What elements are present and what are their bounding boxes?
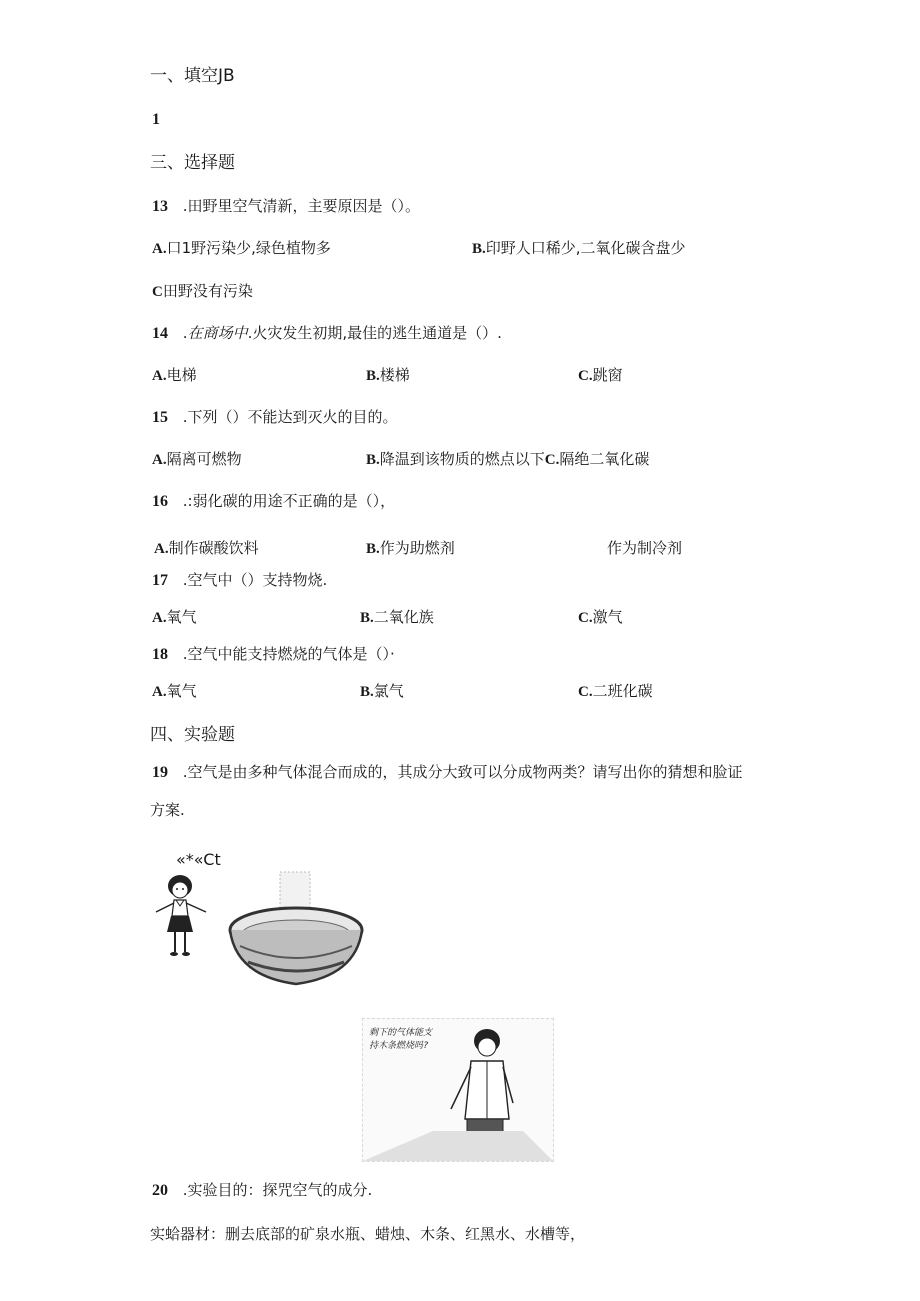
option-text: 氧气	[166, 608, 197, 626]
question-14	[152, 323, 502, 344]
q14-option-b	[366, 365, 410, 386]
q18-option-c	[578, 681, 653, 702]
section-experiment: 四、实验题	[150, 725, 235, 745]
option-text: 二氧化族	[373, 608, 434, 626]
question-number: 19	[152, 764, 168, 781]
option-text: 制作碳酸饮料	[168, 539, 259, 557]
option-text: 氯气	[373, 682, 404, 700]
option-letter: A.	[152, 368, 167, 384]
question-number: 14	[152, 325, 168, 342]
girl-illustration	[150, 872, 212, 964]
option-letter: C.	[578, 368, 593, 384]
q15-option-a	[152, 449, 242, 470]
option-text: 作为制冷剂	[607, 539, 683, 557]
q13-option-c	[152, 281, 253, 302]
question-number: 18	[152, 646, 168, 663]
option-letter: B.	[360, 684, 374, 700]
question-number: 13	[152, 198, 168, 215]
question-text: .:弱化碳的用途不正确的是（），	[182, 492, 396, 510]
q14-option-c	[578, 365, 623, 386]
option-text: 楼梯	[379, 366, 410, 384]
question-text: .空气中（）支持物烧.	[182, 571, 328, 589]
q13-option-b	[472, 238, 686, 259]
question-text-italic: 在商场中	[187, 324, 248, 342]
question-19-continued: 方案.	[150, 801, 185, 819]
option-letter: C.	[578, 610, 593, 626]
question-number: 20	[152, 1182, 168, 1199]
q18-option-a	[152, 681, 197, 702]
question-text: .田野里空气清新，主要原因是（）。	[182, 197, 421, 215]
question-17	[152, 570, 327, 591]
option-text: 二班化碳	[592, 682, 653, 700]
option-text: 田野没有污染	[162, 282, 253, 300]
option-letter: B.	[366, 368, 380, 384]
option-text: 印野人口稀少,二氧化碳含盘少	[485, 239, 686, 257]
q18-option-b	[360, 681, 404, 702]
option-letter: C.	[544, 452, 560, 468]
option-letter: B.	[366, 452, 380, 468]
option-text: 作为助燃剂	[379, 539, 455, 557]
option-letter: A.	[152, 610, 167, 626]
figure-caption: «*«Ct	[176, 850, 221, 869]
question-text-pre: .	[182, 324, 188, 342]
boy-figure-icon	[363, 1019, 553, 1161]
option-text: 跳窗	[592, 366, 623, 384]
option-text: 电梯	[166, 366, 197, 384]
question-16	[152, 491, 395, 512]
question-number: 15	[152, 409, 168, 426]
q17-option-b	[360, 607, 434, 628]
option-letter: B.	[366, 541, 380, 557]
question-text: .空气是由多种气体混合而成的，其成分大致可以分成物两类？请写出你的猜想和脸证	[182, 763, 743, 781]
option-text: 激气	[592, 608, 623, 626]
option-text: 隔离可燃物	[166, 450, 242, 468]
question-20	[152, 1180, 372, 1201]
question-text: .空气中能支持燃烧的气体是（）·	[182, 645, 395, 663]
q17-option-c	[578, 607, 623, 628]
option-letter: A.	[152, 684, 167, 700]
option-text: 氧气	[166, 682, 197, 700]
question-text: .下列（）不能达到灭火的目的。	[182, 408, 398, 426]
option-letter: C	[152, 284, 163, 300]
q16-option-b	[366, 538, 455, 559]
section-fill-blank: 一、填空JB	[150, 66, 235, 86]
question-19	[152, 762, 743, 783]
question-18	[152, 644, 395, 665]
section-choice: 三、选择题	[150, 153, 235, 173]
question-text: .实验目的：探咒空气的成分.	[182, 1181, 373, 1199]
q16-option-a	[154, 538, 259, 559]
option-text: 降温到该物质的燃点以下	[379, 450, 545, 468]
question-13	[152, 196, 420, 217]
option-text: 口1野污染少,绿色植物多	[166, 239, 331, 257]
option-letter: A.	[152, 452, 167, 468]
question-number: 16	[152, 493, 168, 510]
stray-number: 1	[152, 111, 160, 128]
option-text: 隔绝二氧化碳	[559, 450, 650, 468]
water-basin-illustration	[226, 866, 366, 994]
question-15	[152, 407, 398, 428]
q15-option-b-c	[366, 449, 649, 470]
option-letter: B.	[472, 241, 486, 257]
speech-bubble-line: 剩下的气体能支	[369, 1028, 433, 1038]
speech-bubble-line: 持木条燃烧吗?	[369, 1041, 429, 1051]
question-number: 17	[152, 572, 168, 589]
option-letter: A.	[154, 541, 169, 557]
option-letter: B.	[360, 610, 374, 626]
boy-experiment-illustration	[362, 1018, 554, 1162]
q14-option-a	[152, 365, 197, 386]
q17-option-a	[152, 607, 197, 628]
q13-option-a	[152, 238, 331, 259]
experiment-materials: 实蛤器材：删去底部的矿泉水瓶、蜡烛、木条、红黑水、水槽等，	[150, 1225, 586, 1243]
option-letter: C.	[578, 684, 593, 700]
option-letter: A.	[152, 241, 167, 257]
q16-option-c	[607, 538, 682, 558]
question-text-post: .火灾发生初期,最佳的逃生通道是（）.	[247, 324, 502, 342]
